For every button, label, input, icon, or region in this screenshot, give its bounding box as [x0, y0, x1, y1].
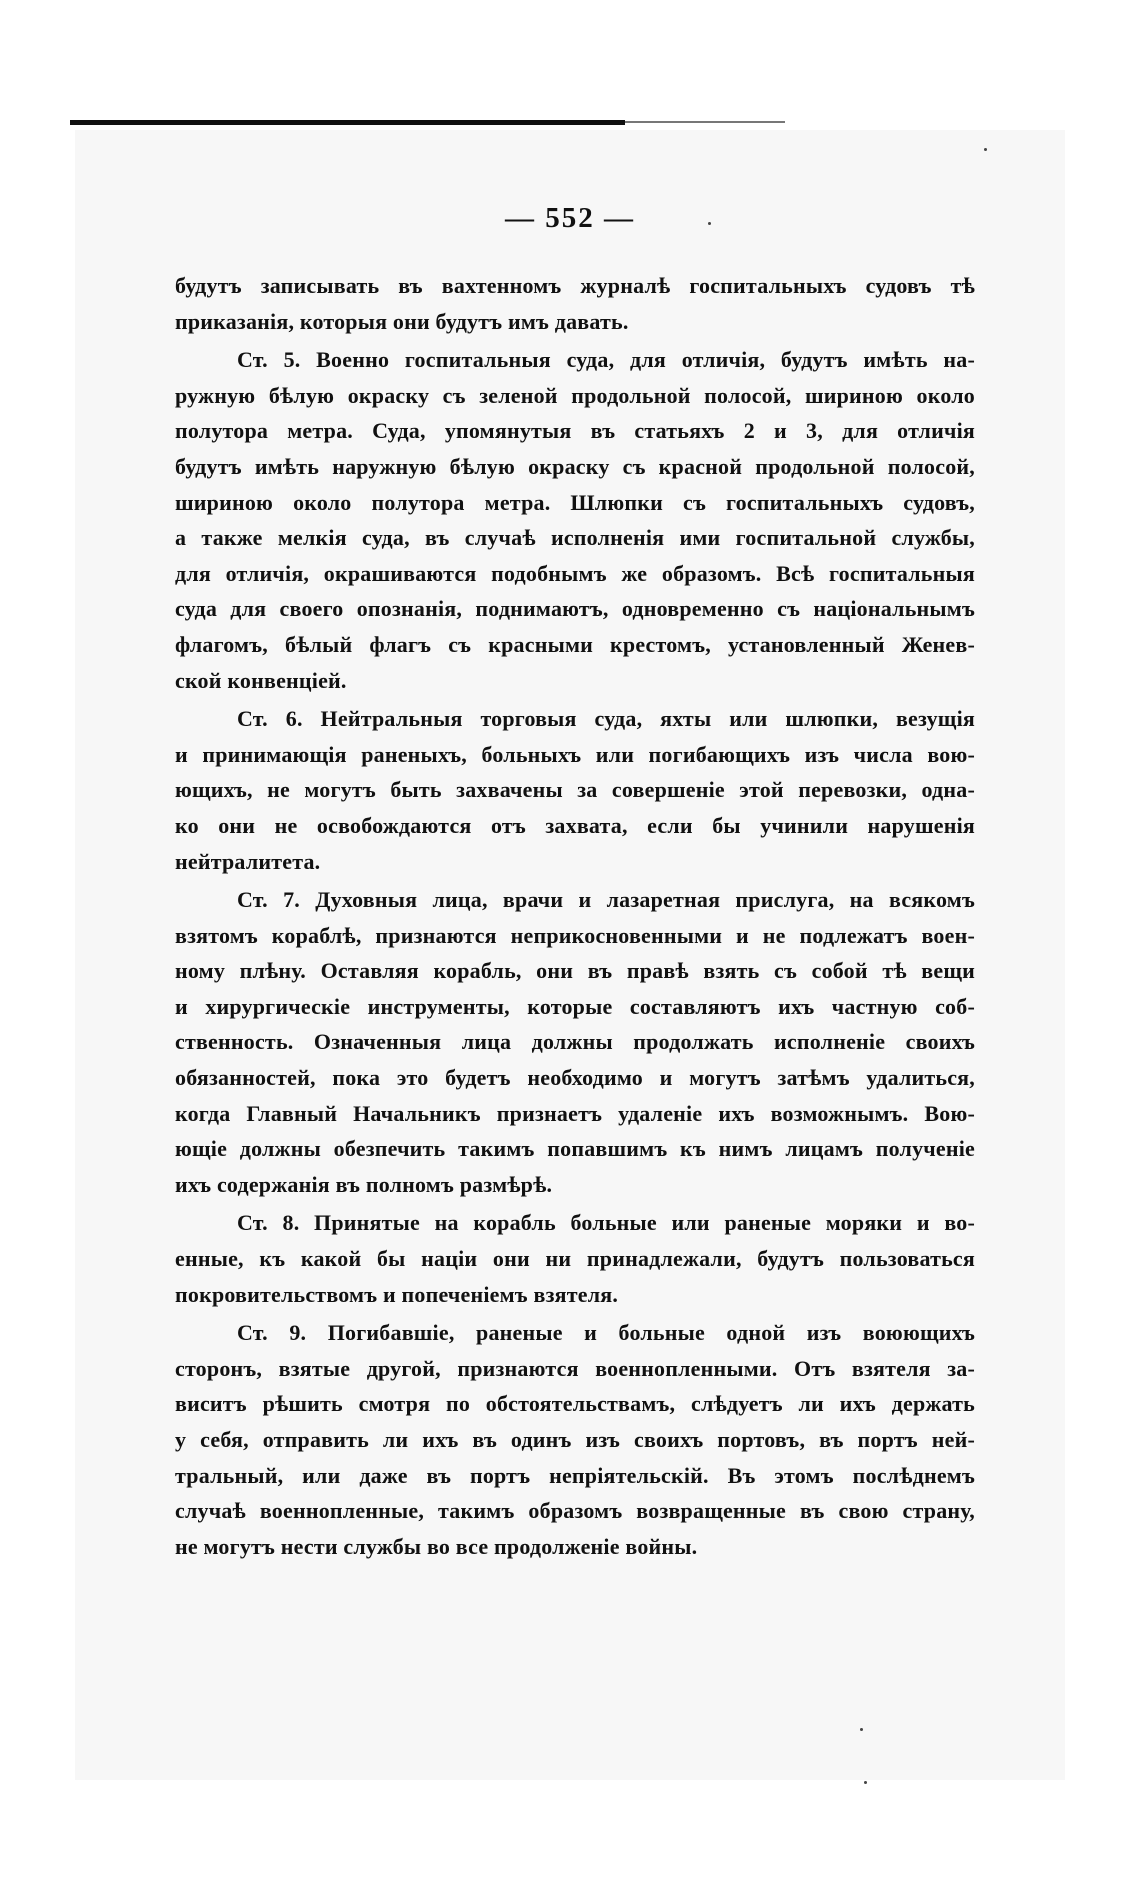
text-line: случаѣ военнопленные, такимъ образомъ возвращенные въ свою страну,: [175, 1498, 975, 1524]
text-line: покровительствомъ и попеченіемъ взятеля.: [175, 1281, 619, 1307]
text-line: ружную бѣлую окраску съ зеленой продольной полосой, шириною около: [175, 382, 975, 408]
article-6-heading-line: Ст. 6. Нейтральныя торговыя суда, яхты или шлюпки, везущія: [237, 706, 975, 732]
text-line: ющихъ, не могутъ быть захвачены за совершеніе этой перевозки, одна-: [175, 777, 975, 803]
text-line: ко они не освобождаются отъ захвата, если бы учинили нарушенія: [175, 812, 975, 838]
text-line: ственность. Означенныя лица должны продолжать исполненіе своихъ: [175, 1029, 975, 1055]
text-line: тральный, или даже въ портъ непріятельскій. Въ этомъ послѣднемъ: [175, 1462, 975, 1488]
text-line: и принимающія раненыхъ, больныхъ или погибающихъ изъ числа вою-: [175, 741, 975, 767]
text-line: а также мелкія суда, въ случаѣ исполненія ими госпитальной службы,: [175, 525, 975, 551]
text-line: виситъ рѣшить смотря по обстоятельствамъ, слѣдуетъ ли ихъ держать: [175, 1391, 975, 1417]
text-line: ихъ содержанія въ полномъ размѣрѣ.: [175, 1171, 553, 1197]
scan-speck: [708, 222, 711, 225]
text-line: когда Главный Начальникъ признаетъ удаленіе ихъ возможнымъ. Вою-: [175, 1100, 975, 1126]
text-line: приказанія, которыя они будутъ имъ давать.: [175, 308, 629, 334]
scan-speck: [984, 148, 987, 151]
text-line: сторонъ, взятые другой, признаются военнопленными. Отъ взятеля за-: [175, 1355, 975, 1381]
article-8-heading-line: Ст. 8. Принятые на корабль больные или раненые моряки и во-: [237, 1210, 975, 1236]
text-line: для отличія, окрашиваются подобнымъ же образомъ. Всѣ госпитальныя: [175, 560, 975, 586]
article-9-heading-line: Ст. 9. Погибавшіе, раненые и больные одной изъ воюющихъ: [237, 1320, 975, 1346]
text-line: будутъ имѣть наружную бѣлую окраску съ красной продольной полосой,: [175, 453, 975, 479]
text-line: шириною около полутора метра. Шлюпки съ госпитальныхъ судовъ,: [175, 489, 975, 515]
text-line: у себя, отправить ли ихъ въ одинъ изъ своихъ портовъ, въ портъ ней-: [175, 1427, 975, 1452]
text-line: взятомъ кораблѣ, признаются неприкосновенными и не подлежатъ воен-: [175, 922, 975, 948]
text-line: и хирургическіе инструменты, которые составляютъ ихъ частную соб-: [175, 993, 975, 1019]
text-line: обязанностей, пока это будетъ необходимо и могутъ затѣмъ удалиться,: [175, 1065, 975, 1091]
page-number: — 552 —: [505, 202, 635, 234]
text-line: ющіе должны обезпечить такимъ попавшимъ къ нимъ лицамъ полученіе: [175, 1136, 975, 1162]
text-line: будутъ записывать въ вахтенномъ журналѣ госпитальныхъ судовъ тѣ: [175, 273, 975, 298]
top-rule: [70, 120, 625, 125]
article-text: [175, 268, 975, 1564]
article-5-heading-line: Ст. 5. Военно госпитальныя суда, для отличія, будутъ имѣть на-: [237, 347, 975, 373]
text-line: флагомъ, бѣлый флагъ съ красными крестомъ, установленный Женев-: [175, 631, 975, 657]
text-line: енные, къ какой бы націи они ни принадлежали, будутъ пользоваться: [175, 1246, 975, 1272]
top-rule-faint: [625, 121, 785, 123]
scan-speck: [864, 1781, 867, 1784]
text-line: не могутъ нести службы во все продолженіе войны.: [175, 1533, 698, 1559]
text-line: ному плѣну. Оставляя корабль, они въ правѣ взять съ собой тѣ вещи: [175, 958, 975, 984]
scan-speck: [860, 1728, 863, 1731]
text-line: ской конвенціей.: [175, 667, 347, 693]
text-line: полутора метра. Суда, упомянутыя въ статьяхъ 2 и 3, для отличія: [175, 418, 975, 444]
text-line: суда для своего опознанія, поднимаютъ, одновременно съ національнымъ: [175, 596, 975, 622]
text-line: нейтралитета.: [175, 848, 321, 874]
article-7-heading-line: Ст. 7. Духовныя лица, врачи и лазаретная прислуга, на всякомъ: [237, 887, 975, 913]
